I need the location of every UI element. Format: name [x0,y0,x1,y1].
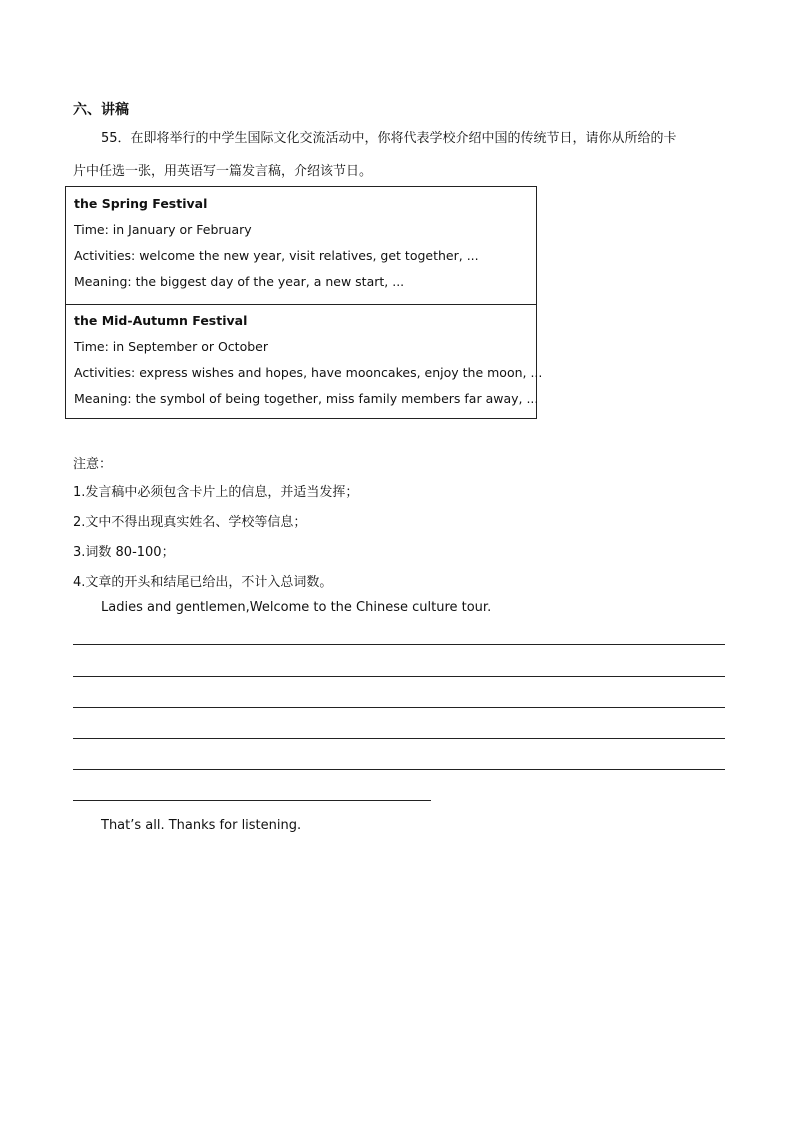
note-item: 4.文章的开头和结尾已给出，不计入总词数。 [73,575,333,590]
festival-card-mid-autumn [65,304,543,419]
speech-opening: Ladies and gentlemen,Welcome to the Chinese culture tour. [101,600,492,615]
answer-line [73,769,725,770]
card-activities: Activities: express wishes and hopes, have mooncakes, enjoy the moon, ... [74,365,543,380]
speech-closing: That’s all. Thanks for listening. [101,818,302,833]
notes-label: 注意： [73,457,113,472]
card-meaning: Meaning: the biggest day of the year, a new start, ... [74,274,405,289]
question-prompt-line-1: 55．在即将举行的中学生国际文化交流活动中，你将代表学校介绍中国的传统节日，请你从所给的卡 [101,131,677,146]
note-item: 3.词数 80-100； [73,545,175,560]
note-item: 2.文中不得出现真实姓名、学校等信息； [73,515,307,530]
note-item: 1.发言稿中必须包含卡片上的信息，并适当发挥； [73,485,359,500]
answer-line [73,676,725,677]
festival-card-spring [65,186,537,305]
answer-line [73,644,725,645]
section-heading: 六、讲稿 [73,102,129,118]
card-activities: Activities: welcome the new year, visit relatives, get together, ... [74,248,479,263]
card-title: the Spring Festival [74,196,208,211]
card-title: the Mid-Autumn Festival [74,313,248,328]
answer-line [73,738,725,739]
card-meaning: Meaning: the symbol of being together, miss family members far away, ... [74,391,539,406]
card-time: Time: in September or October [74,339,268,354]
answer-line [73,707,725,708]
answer-line [73,800,431,801]
question-prompt-line-2: 片中任选一张，用英语写一篇发言稿，介绍该节日。 [73,164,373,179]
card-time: Time: in January or February [74,222,252,237]
